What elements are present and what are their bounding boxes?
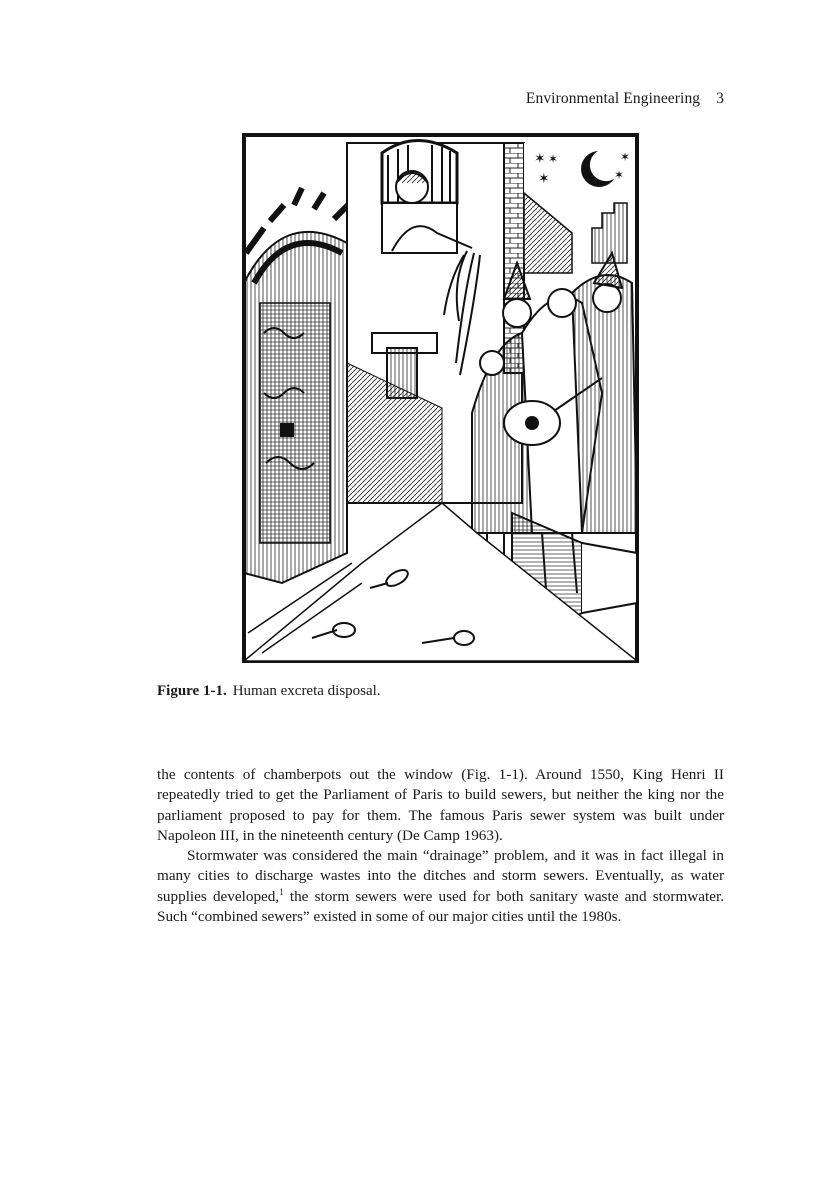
woodcut-illustration — [242, 133, 639, 663]
paragraph: the contents of chamberpots out the window (Fig. 1-1). Around 1550, King Henri II repeatedly tried to get the Parliament of Paris to build sewers, but neither the king nor the parliament proposed to pay for them. The famous Paris sewer system was built under Napoleon III, in the nineteenth century (De Camp 1963). — [157, 766, 724, 844]
paragraph-text: the storm sewers were used for both sanitary waste and stormwater. Such “combined sewers” existed in some of our major cities until the 1980s. — [157, 887, 724, 926]
paragraph-text: Stormwater was considered the main “drainage” problem, and it was in fact illegal in many cities to discharge wastes into the ditches and storm sewers. Eventually, as water supplies developed, — [157, 847, 724, 905]
figure-label: Figure 1-1. — [157, 683, 227, 699]
footnote-marker: 1 — [279, 886, 284, 897]
running-head — [526, 90, 724, 108]
running-head-title: Environmental Engineering — [525, 90, 701, 107]
star-icon: ✶ — [538, 171, 550, 187]
star-icon: ✶ — [620, 150, 631, 164]
woodcut-figure — [242, 133, 639, 663]
page-number: 3 — [716, 90, 724, 107]
figure-caption-text: Human excreta disposal. — [232, 683, 381, 699]
paragraph — [157, 846, 724, 927]
figure-caption — [157, 683, 381, 700]
star-icon: ✶ — [614, 168, 625, 182]
star-icon: ✶ — [548, 152, 559, 166]
body-text — [157, 765, 724, 927]
star-icon: ✶ — [534, 151, 546, 167]
